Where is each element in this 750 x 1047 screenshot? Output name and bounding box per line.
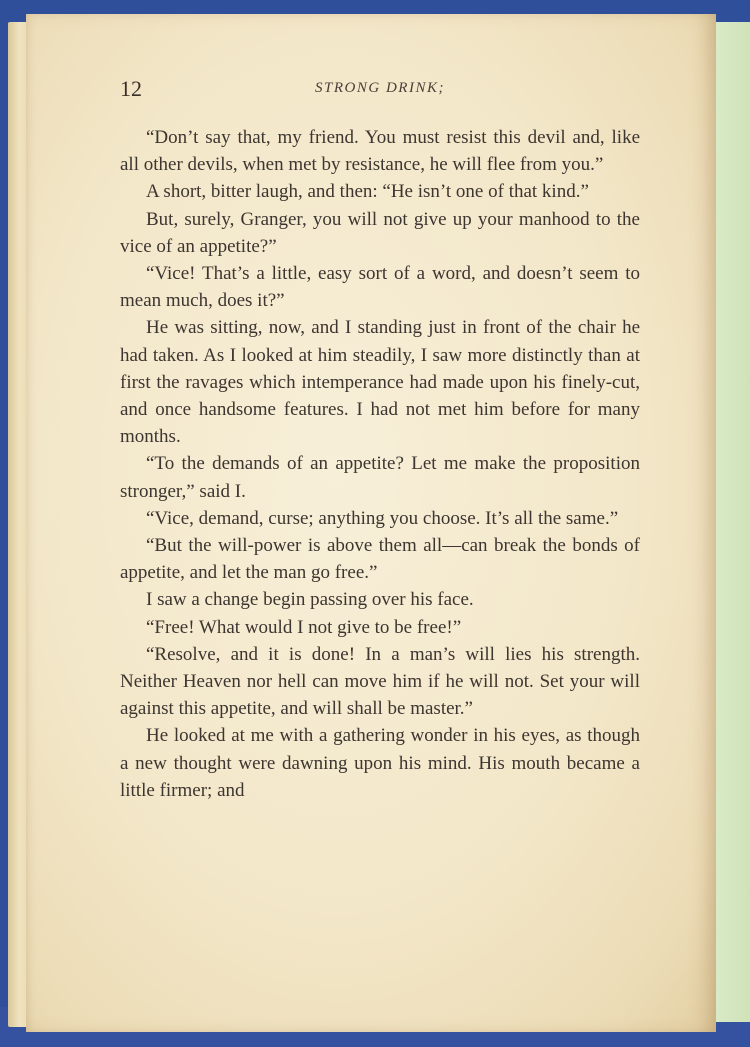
paragraph: “But the will-power is above them all—can break the bonds of appetite, and let the man go free.” [120,535,640,584]
paragraph: “Vice! That’s a little, easy sort of a word, and doesn’t seem to mean much, does it?” [120,263,640,312]
paragraph: “To the demands of an appetite? Let me make the proposition stronger,” said I. [120,453,640,502]
paragraph: I saw a change begin passing over his face. [146,589,474,611]
page-header [120,76,640,106]
paragraph: He was sitting, now, and I standing just in front of the chair he had taken. As I looked at him steadily, I saw more distinctly than at first the ravages which intemperance had made upon his finely-cut, and once handsome features. I had not met him before for many months. [120,317,640,448]
page-number: 12 [120,76,142,101]
paragraph: But, surely, Granger, you will not give up your manhood to the vice of an appetite?” [120,208,640,257]
facing-endpaper [710,22,750,1022]
paragraph: “Resolve, and it is done! In a man’s will lies his strength. Neither Heaven nor hell can move him if he will not. Set your will against this appetite, and will shall be master.” [120,643,640,720]
body-text [120,124,640,804]
running-head: STRONG DRINK; [315,80,445,96]
paragraph: He looked at me with a gathering wonder in his eyes, as though a new thought were dawning upon his mind. His mouth became a little firmer; and [120,725,640,801]
paragraph: “Free! What would I not give to be free!” [146,616,462,638]
paragraph: “Don’t say that, my friend. You must resist this devil and, like all other devils, when met by resistance, he will flee from you.” [120,127,640,176]
paragraph: A short, bitter laugh, and then: “He isn’t one of that kind.” [146,181,589,203]
paragraph: “Vice, demand, curse; anything you choose. It’s all the same.” [146,507,619,529]
